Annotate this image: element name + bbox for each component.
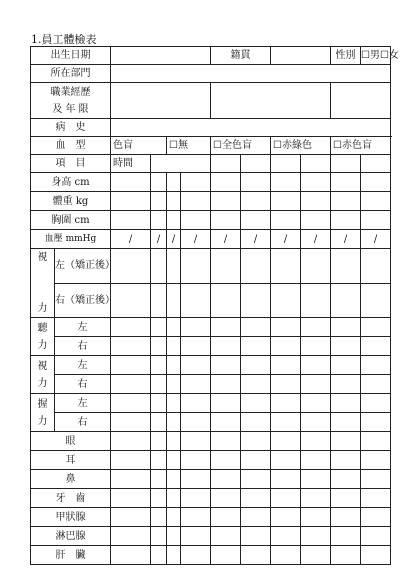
sense-side-label: 右 — [55, 413, 111, 432]
blood-pressure-cell[interactable]: / — [361, 230, 391, 249]
vision-value-cell[interactable] — [361, 283, 391, 318]
career-field[interactable] — [111, 83, 211, 119]
time-cell[interactable] — [151, 155, 211, 173]
vision-value-cell[interactable] — [361, 249, 391, 284]
organ-value-cell[interactable] — [241, 489, 271, 508]
group-char: 握 — [37, 398, 48, 410]
vision-right-label: 右（矯正後） — [55, 283, 111, 318]
sense-value-cell[interactable] — [167, 318, 181, 337]
sense-value-cell[interactable] — [241, 318, 271, 337]
table-row — [31, 155, 391, 173]
organ-value-cell[interactable] — [301, 432, 331, 451]
group-char: 力 — [37, 415, 48, 427]
organ-value-cell[interactable] — [241, 508, 271, 527]
vision-value-cell[interactable] — [167, 249, 181, 284]
organ-value-cell[interactable] — [331, 470, 361, 489]
sense-value-cell[interactable] — [167, 375, 181, 394]
organ-value-cell[interactable] — [331, 432, 361, 451]
time-cell[interactable] — [361, 155, 391, 173]
birthdate-label: 出生日期 — [31, 47, 111, 65]
organ-value-cell[interactable] — [111, 546, 151, 565]
vision-group-label — [31, 249, 55, 318]
organ-value-cell[interactable] — [211, 508, 241, 527]
measurement-value-cell[interactable] — [211, 173, 241, 192]
organ-value-cell[interactable] — [241, 432, 271, 451]
measurement-value-cell[interactable] — [301, 173, 331, 192]
organ-value-cell[interactable] — [181, 432, 211, 451]
sense-value-cell[interactable] — [271, 356, 301, 375]
vision-value-cell[interactable] — [241, 283, 271, 318]
table-row — [31, 527, 391, 546]
vision-value-cell[interactable] — [211, 249, 241, 284]
sense-value-cell[interactable] — [111, 375, 151, 394]
sense-value-cell[interactable] — [151, 356, 167, 375]
sense-side-label: 左 — [55, 394, 111, 413]
group-char: 力 — [37, 339, 48, 351]
group-char: 視 — [37, 360, 48, 372]
table-row — [31, 337, 391, 356]
measurement-value-cell[interactable] — [271, 173, 301, 192]
sense-side-label: 右 — [55, 337, 111, 356]
vision-value-cell[interactable] — [167, 283, 181, 318]
sense-value-cell[interactable] — [361, 337, 391, 356]
measurement-value-cell[interactable] — [211, 211, 241, 230]
measurement-value-cell[interactable] — [151, 192, 167, 211]
table-row — [31, 192, 391, 211]
sense-value-cell[interactable] — [181, 413, 211, 432]
organ-value-cell[interactable] — [111, 508, 151, 527]
blood-pressure-cell[interactable]: / — [271, 230, 301, 249]
time-cell[interactable] — [271, 155, 301, 173]
sense-value-cell[interactable] — [211, 356, 241, 375]
organ-value-cell[interactable] — [111, 451, 151, 470]
organ-value-cell[interactable] — [241, 470, 271, 489]
organ-value-cell[interactable] — [151, 470, 167, 489]
organ-value-cell[interactable] — [361, 451, 391, 470]
vision-value-cell[interactable] — [151, 249, 167, 284]
organ-value-cell[interactable] — [301, 527, 331, 546]
blood-type-option: 色盲 — [111, 137, 167, 155]
sense-value-cell[interactable] — [301, 375, 331, 394]
blood-type-option[interactable]: ☐無 — [167, 137, 211, 155]
organ-value-cell[interactable] — [167, 546, 181, 565]
sense-value-cell[interactable] — [331, 337, 361, 356]
organ-value-cell[interactable] — [241, 451, 271, 470]
organ-value-cell[interactable] — [211, 546, 241, 565]
vision-value-cell[interactable] — [301, 249, 331, 284]
vision-value-cell[interactable] — [271, 249, 301, 284]
vision-value-cell[interactable] — [181, 283, 211, 318]
sense-value-cell[interactable] — [301, 356, 331, 375]
measurement-value-cell[interactable] — [361, 192, 391, 211]
gender-options[interactable]: ☐男☐女 — [361, 47, 391, 65]
sense-value-cell[interactable] — [111, 356, 151, 375]
sense-value-cell[interactable] — [211, 337, 241, 356]
organ-value-cell[interactable] — [361, 527, 391, 546]
table-row — [31, 432, 391, 451]
organ-value-cell[interactable] — [181, 546, 211, 565]
organ-value-cell[interactable] — [111, 432, 151, 451]
sense-value-cell[interactable] — [181, 337, 211, 356]
table-row — [31, 83, 391, 119]
measurement-value-cell[interactable] — [331, 192, 361, 211]
organ-value-cell[interactable] — [167, 451, 181, 470]
vision-value-cell[interactable] — [111, 283, 151, 318]
organ-label: 眼 — [31, 432, 111, 451]
organ-value-cell[interactable] — [271, 451, 301, 470]
blood-pressure-cell[interactable]: / — [241, 230, 271, 249]
sense-value-cell[interactable] — [181, 318, 211, 337]
sense-value-cell[interactable] — [111, 318, 151, 337]
organ-label: 淋巴腺 — [31, 527, 111, 546]
measurement-value-cell[interactable] — [241, 192, 271, 211]
organ-value-cell[interactable] — [211, 432, 241, 451]
table-row — [31, 451, 391, 470]
measurement-value-cell[interactable] — [181, 192, 211, 211]
table-row — [31, 65, 391, 83]
sense-value-cell[interactable] — [111, 394, 151, 413]
birthdate-field[interactable] — [111, 47, 211, 65]
organ-value-cell[interactable] — [361, 470, 391, 489]
organ-value-cell[interactable] — [151, 432, 167, 451]
blood-pressure-cell[interactable]: / — [151, 230, 167, 249]
measurement-label: 胸圍 cm — [31, 211, 111, 230]
vision-value-cell[interactable] — [331, 283, 361, 318]
measurement-value-cell[interactable] — [181, 173, 211, 192]
vision-value-cell[interactable] — [331, 249, 361, 284]
table-row — [31, 230, 391, 249]
organ-value-cell[interactable] — [301, 546, 331, 565]
organ-value-cell[interactable] — [151, 546, 167, 565]
organ-label: 鼻 — [31, 470, 111, 489]
organ-value-cell[interactable] — [167, 508, 181, 527]
organ-label: 肝 臟 — [31, 546, 111, 565]
sense-group-label — [31, 318, 55, 356]
table-row — [31, 375, 391, 394]
measurement-value-cell[interactable] — [241, 173, 271, 192]
organ-value-cell[interactable] — [167, 470, 181, 489]
organ-value-cell[interactable] — [241, 527, 271, 546]
sense-group-label — [31, 394, 55, 432]
organ-value-cell[interactable] — [361, 432, 391, 451]
sense-value-cell[interactable] — [211, 413, 241, 432]
measurement-value-cell[interactable] — [331, 211, 361, 230]
table-row — [31, 508, 391, 527]
sense-value-cell[interactable] — [361, 318, 391, 337]
time-cell[interactable] — [301, 155, 331, 173]
organ-value-cell[interactable] — [271, 527, 301, 546]
blood-type-option[interactable]: ☐赤綠色 — [271, 137, 331, 155]
blood-type-option[interactable]: ☐全色盲 — [211, 137, 271, 155]
blood-pressure-cell[interactable]: / — [181, 230, 211, 249]
group-char: 視 — [37, 252, 48, 263]
group-char: 力 — [37, 303, 48, 314]
table-row — [31, 137, 391, 155]
sense-value-cell[interactable] — [241, 413, 271, 432]
sense-value-cell[interactable] — [111, 337, 151, 356]
measurement-label: 身高 cm — [31, 173, 111, 192]
organ-value-cell[interactable] — [181, 508, 211, 527]
organ-value-cell[interactable] — [241, 546, 271, 565]
organ-value-cell[interactable] — [111, 489, 151, 508]
sense-value-cell[interactable] — [301, 318, 331, 337]
organ-value-cell[interactable] — [301, 508, 331, 527]
sense-value-cell[interactable] — [331, 394, 361, 413]
sense-value-cell[interactable] — [211, 318, 241, 337]
organ-value-cell[interactable] — [331, 508, 361, 527]
organ-value-cell[interactable] — [167, 432, 181, 451]
sense-value-cell[interactable] — [167, 356, 181, 375]
measurement-value-cell[interactable] — [361, 173, 391, 192]
sense-value-cell[interactable] — [301, 337, 331, 356]
measurement-value-cell[interactable] — [181, 211, 211, 230]
organ-value-cell[interactable] — [151, 527, 167, 546]
sense-value-cell[interactable] — [361, 356, 391, 375]
measurement-value-cell[interactable] — [167, 192, 181, 211]
organ-value-cell[interactable] — [211, 527, 241, 546]
table-row — [31, 413, 391, 432]
time-label: 時間 — [111, 155, 151, 173]
hometown-label: 籍貫 — [211, 47, 271, 65]
blood-type-label: 血 型 — [31, 137, 111, 155]
sense-value-cell[interactable] — [167, 394, 181, 413]
sense-value-cell[interactable] — [331, 356, 361, 375]
time-cell[interactable] — [241, 155, 271, 173]
sense-value-cell[interactable] — [151, 394, 167, 413]
sense-value-cell[interactable] — [271, 375, 301, 394]
organ-value-cell[interactable] — [271, 470, 301, 489]
sense-value-cell[interactable] — [111, 413, 151, 432]
sense-value-cell[interactable] — [271, 394, 301, 413]
table-row — [31, 249, 391, 284]
vision-left-label: 左（矯正後） — [55, 249, 111, 284]
organ-value-cell[interactable] — [151, 508, 167, 527]
sense-value-cell[interactable] — [301, 394, 331, 413]
sense-value-cell[interactable] — [241, 394, 271, 413]
sense-value-cell[interactable] — [211, 394, 241, 413]
blood-pressure-cell[interactable]: / — [331, 230, 361, 249]
table-row — [31, 283, 391, 318]
organ-value-cell[interactable] — [271, 508, 301, 527]
career-field[interactable] — [331, 83, 391, 119]
measurement-label: 體重 kg — [31, 192, 111, 211]
sense-value-cell[interactable] — [151, 375, 167, 394]
measurement-value-cell[interactable] — [361, 211, 391, 230]
table-row — [31, 119, 391, 137]
history-label: 病 史 — [31, 119, 111, 137]
measurement-value-cell[interactable] — [111, 211, 151, 230]
organ-value-cell[interactable] — [181, 527, 211, 546]
organ-value-cell[interactable] — [361, 546, 391, 565]
organ-value-cell[interactable] — [211, 489, 241, 508]
career-field[interactable] — [211, 83, 331, 119]
organ-label: 牙 齒 — [31, 489, 111, 508]
organ-value-cell[interactable] — [301, 489, 331, 508]
organ-value-cell[interactable] — [181, 489, 211, 508]
department-label: 所在部門 — [31, 65, 111, 83]
blood-pressure-cell[interactable]: / — [301, 230, 331, 249]
organ-value-cell[interactable] — [111, 527, 151, 546]
measurement-value-cell[interactable] — [167, 211, 181, 230]
organ-value-cell[interactable] — [181, 451, 211, 470]
organ-value-cell[interactable] — [331, 546, 361, 565]
sense-group-label — [31, 356, 55, 394]
organ-value-cell[interactable] — [181, 470, 211, 489]
measurement-value-cell[interactable] — [111, 192, 151, 211]
career-label — [31, 83, 111, 119]
organ-label: 耳 — [31, 451, 111, 470]
sense-value-cell[interactable] — [241, 375, 271, 394]
organ-value-cell[interactable] — [151, 489, 167, 508]
gender-label: 性別 — [331, 47, 361, 65]
measurement-value-cell[interactable] — [241, 211, 271, 230]
sense-value-cell[interactable] — [211, 375, 241, 394]
organ-value-cell[interactable] — [111, 470, 151, 489]
measurement-value-cell[interactable] — [271, 192, 301, 211]
group-char: 力 — [37, 377, 48, 389]
sense-value-cell[interactable] — [151, 318, 167, 337]
organ-value-cell[interactable] — [211, 451, 241, 470]
department-field[interactable] — [111, 65, 391, 83]
sense-value-cell[interactable] — [331, 318, 361, 337]
measurement-value-cell[interactable] — [271, 211, 301, 230]
sense-value-cell[interactable] — [181, 375, 211, 394]
group-char: 聽 — [37, 322, 48, 334]
organ-value-cell[interactable] — [167, 489, 181, 508]
measurement-value-cell[interactable] — [151, 173, 167, 192]
health-check-table — [30, 46, 399, 565]
sense-value-cell[interactable] — [331, 375, 361, 394]
sense-side-label: 左 — [55, 318, 111, 337]
table-row — [31, 470, 391, 489]
item-label: 項 目 — [31, 155, 111, 173]
sense-value-cell[interactable] — [361, 413, 391, 432]
sense-value-cell[interactable] — [167, 413, 181, 432]
vision-value-cell[interactable] — [271, 283, 301, 318]
sense-value-cell[interactable] — [151, 337, 167, 356]
sense-value-cell[interactable] — [361, 375, 391, 394]
blood-pressure-cell[interactable]: / — [111, 230, 151, 249]
sense-value-cell[interactable] — [181, 394, 211, 413]
table-row — [31, 173, 391, 192]
career-label-line: 及 年 限 — [52, 103, 89, 115]
organ-value-cell[interactable] — [301, 470, 331, 489]
vision-value-cell[interactable] — [111, 249, 151, 284]
sense-value-cell[interactable] — [301, 413, 331, 432]
time-cell[interactable] — [211, 155, 241, 173]
organ-value-cell[interactable] — [361, 508, 391, 527]
blood-pressure-label: 血壓 mmHg — [31, 230, 111, 249]
organ-value-cell[interactable] — [167, 527, 181, 546]
blood-pressure-cell[interactable]: / — [211, 230, 241, 249]
sense-value-cell[interactable] — [181, 356, 211, 375]
organ-value-cell[interactable] — [301, 451, 331, 470]
organ-value-cell[interactable] — [271, 489, 301, 508]
blood-pressure-cell[interactable]: / — [167, 230, 181, 249]
vision-value-cell[interactable] — [301, 283, 331, 318]
vision-value-cell[interactable] — [211, 283, 241, 318]
sense-value-cell[interactable] — [361, 394, 391, 413]
measurement-value-cell[interactable] — [331, 173, 361, 192]
history-field[interactable] — [111, 119, 391, 137]
table-row — [31, 318, 391, 337]
measurement-value-cell[interactable] — [111, 173, 151, 192]
table-row — [31, 47, 391, 65]
sense-value-cell[interactable] — [241, 356, 271, 375]
sense-value-cell[interactable] — [271, 337, 301, 356]
measurement-value-cell[interactable] — [301, 192, 331, 211]
table-row — [31, 211, 391, 230]
sense-value-cell[interactable] — [167, 337, 181, 356]
vision-value-cell[interactable] — [241, 249, 271, 284]
organ-value-cell[interactable] — [211, 470, 241, 489]
organ-value-cell[interactable] — [361, 489, 391, 508]
sense-value-cell[interactable] — [151, 413, 167, 432]
table-row — [31, 546, 391, 565]
vision-value-cell[interactable] — [181, 249, 211, 284]
blood-type-option[interactable]: ☐赤色盲 — [331, 137, 391, 155]
document-title: 1.員工體檢表 — [31, 33, 97, 46]
table-row — [31, 356, 391, 375]
organ-value-cell[interactable] — [331, 451, 361, 470]
sense-side-label: 右 — [55, 375, 111, 394]
sense-value-cell[interactable] — [331, 413, 361, 432]
organ-value-cell[interactable] — [271, 546, 301, 565]
organ-label: 甲狀腺 — [31, 508, 111, 527]
career-label-line: 職業經歷 — [50, 86, 91, 98]
measurement-value-cell[interactable] — [301, 211, 331, 230]
sense-value-cell[interactable] — [241, 337, 271, 356]
organ-value-cell[interactable] — [331, 527, 361, 546]
time-cell[interactable] — [331, 155, 361, 173]
vision-value-cell[interactable] — [151, 283, 167, 318]
sense-value-cell[interactable] — [271, 413, 301, 432]
measurement-value-cell[interactable] — [151, 211, 167, 230]
hometown-field[interactable] — [271, 47, 331, 65]
measurement-value-cell[interactable] — [167, 173, 181, 192]
sense-side-label: 左 — [55, 356, 111, 375]
table-row — [31, 394, 391, 413]
organ-value-cell[interactable] — [331, 489, 361, 508]
measurement-value-cell[interactable] — [211, 192, 241, 211]
sense-value-cell[interactable] — [271, 318, 301, 337]
organ-value-cell[interactable] — [151, 451, 167, 470]
organ-value-cell[interactable] — [271, 432, 301, 451]
table-row — [31, 489, 391, 508]
